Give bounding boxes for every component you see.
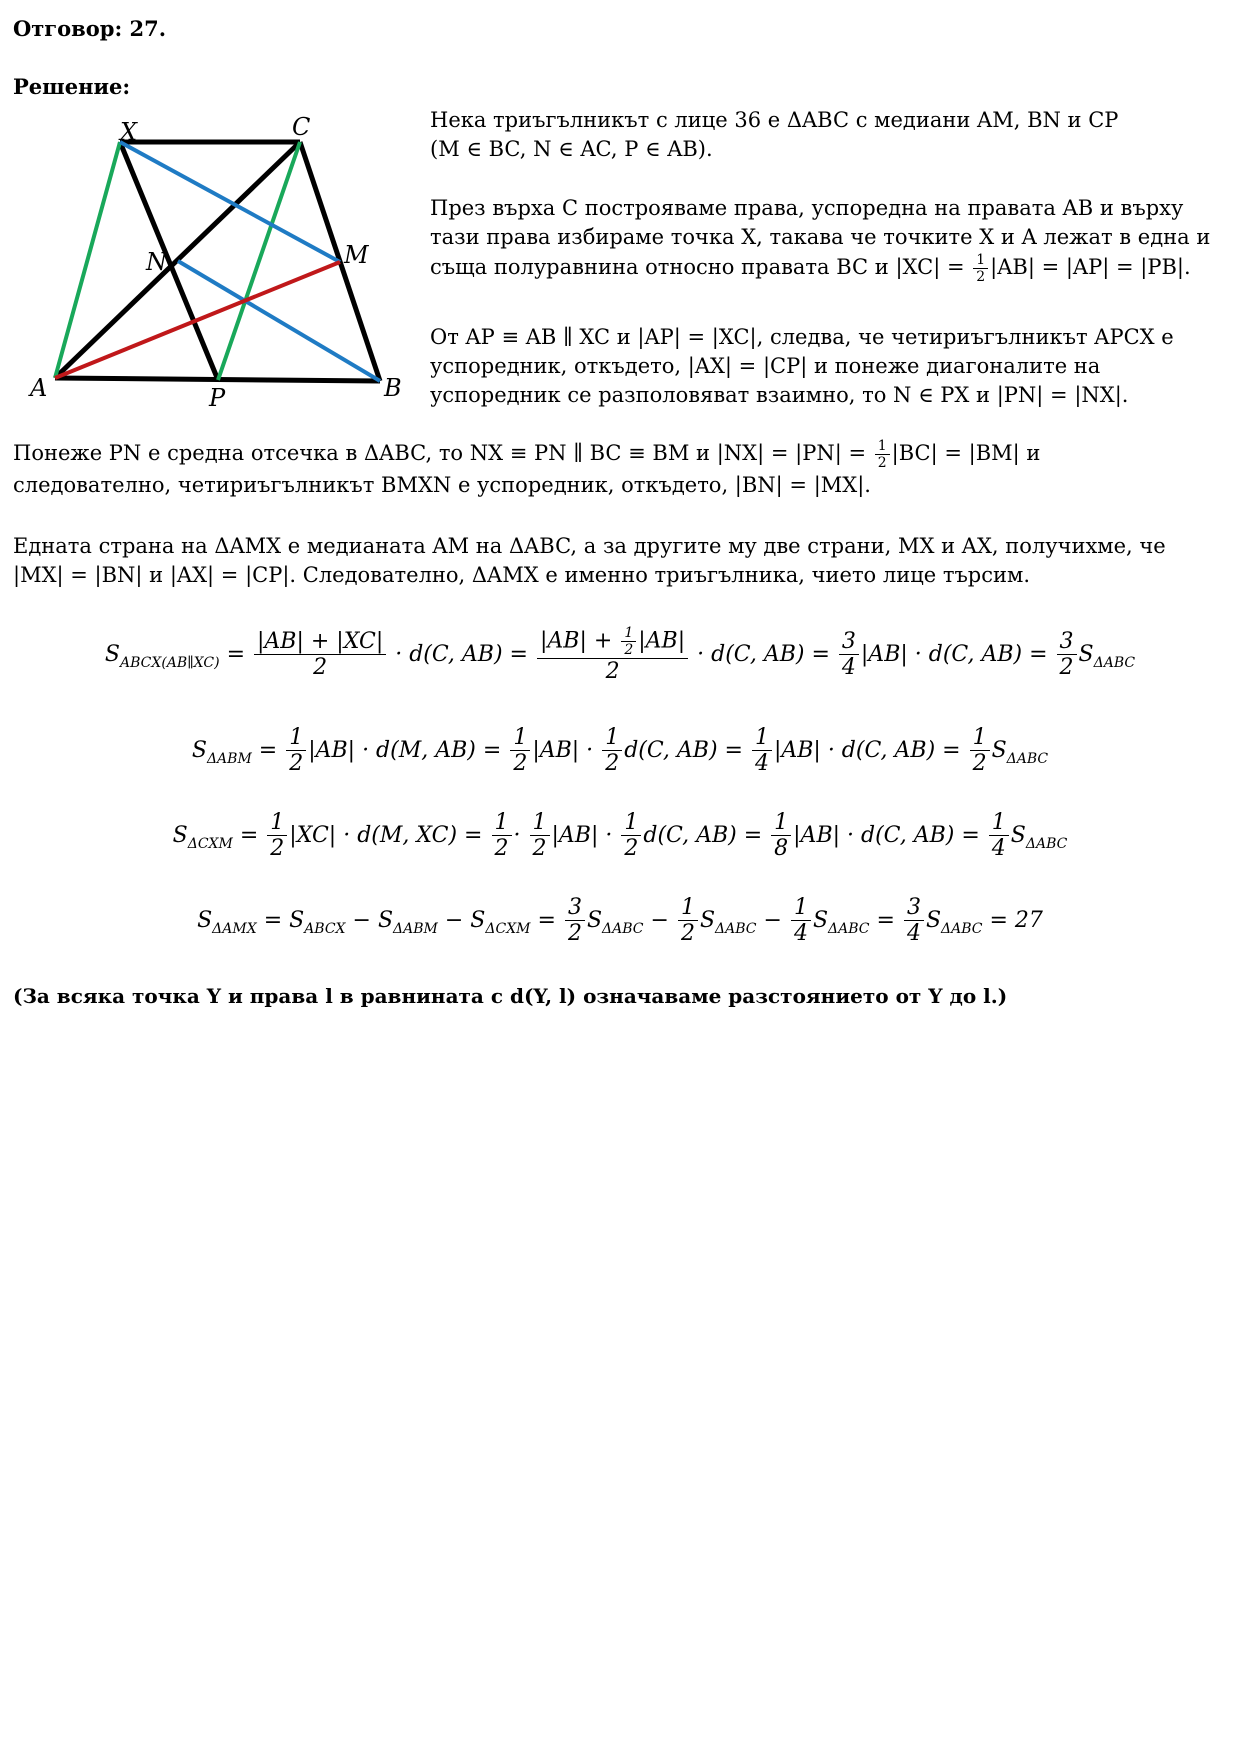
point-label-B: B [384,374,402,402]
equation-3: $S_{\Delta CXM}$ = $\frac{1}{2}$ |XC| · d(M, XC) = $\frac{1}{2}$ · $\frac{1}{2}$ |AB| · $\frac{1}{2}$ d(C, AB) = $\frac{1}{8}$ |AB| · d(C, AB) = $\frac{1}{4}$ $S_{\Delta ABC}$ [172,810,1068,862]
point-label-X: X [120,118,138,146]
parallelogram-line-1: От AP ≡ AB ∥ XC и |AP| = |XC|, следва, че четириъгълникът APCX е [430,325,1174,349]
footnote: (За всяка точка Y и права l в равнината с d(Y, l) означаваме разстоянието от Y до l.) [13,984,1008,1008]
parallelogram-line-2: успоредник, откъдето, |AX| = |CP| и понеже диагоналите на [430,354,1101,378]
paragraph-parallelogram [430,323,1230,410]
construction-line-3a: съща полуравнина относно правата BC и |XC| = [430,255,972,280]
midline-line-1b: |BC| = |BM| и [891,441,1041,466]
segment-AX [55,142,120,378]
equation-2: $S_{\Delta ABM}$ = $\frac{1}{2}$ |AB| · d(M, AB) = $\frac{1}{2}$ |AB| · $\frac{1}{2}$ d(C, AB) = $\frac{1}{4}$ |AB| · d(C, AB) = $\frac{1}{2}$ $S_{\Delta ABC}$ [191,725,1049,777]
parallelogram-line-3: успоредник се разполовяват взаимно, то N ∈ PX и |PN| = |NX|. [430,383,1129,407]
equation-4: $S_{\Delta AMX} = S_{ABCX} - S_{\Delta ABM} - S_{\Delta CXM}$ = $\frac{3}{2}$ $S_{\Delta ABC}$ − $\frac{1}{2}$ $S_{\Delta ABC}$ − $\frac{1}{4}$ $S_{\Delta ABC}$ = $\frac{3}{4}$ $S_{\Delta ABC} = 27$ [197,895,1043,947]
midline-line-2: следователно, четириъгълникът BMXN е успоредник, откъдето, |BN| = |MX|. [13,473,871,498]
conclusion-line-1: Едната страна на ΔAMX е медианата AM на ΔABC, а за другите му две страни, MX и AX, получихме, че [13,534,1166,558]
eq1-frac-4: $\frac{3}{2}$ [1057,629,1077,681]
segment-AC [55,142,300,378]
point-label-C: C [292,113,311,141]
fraction-half-2: $\frac{1}{2}$ [875,438,890,471]
intro-line-2: (M ∈ BC, N ∈ AC, P ∈ AB). [430,137,713,161]
construction-line-1: През върха C построяваме права, успоредна на правата AB и върху [430,196,1184,220]
paragraph-intro [430,106,1230,164]
equation-1: $S_{ABCX(AB\parallel XC)}$ = $\frac{|AB| + |XC|}{2}$ · d(C, AB) = |AB| + $\frac{1}{2}$ |AB| 2 · d(C, AB) = $\frac{3}{4}$ |AB| · d(C, AB) = $\frac{3}{2}$ $S_{\Delta ABC}$ [104,625,1136,685]
segment-AM [55,262,340,378]
midline-line-1 [13,438,1228,471]
construction-line-2: тази права избираме точка X, такава че точките X и A лежат в една и [430,225,1211,249]
point-label-N: N [146,248,167,276]
paragraph-construction [430,194,1230,285]
construction-line-3b: |AB| = |AP| = |PB|. [990,255,1191,280]
point-label-M: M [344,241,369,269]
geometry-figure [0,95,410,415]
eq1-frac-2: |AB| + $\frac{1}{2}$ |AB| 2 [537,625,688,684]
point-label-P: P [209,384,226,412]
solution-heading: Решение: [13,74,131,99]
eq1-frac-3: $\frac{3}{4}$ [839,629,859,681]
answer-heading: Отговор: 27. [13,16,167,41]
midline-line-1a: Понеже PN е средна отсечка в ΔABC, то NX ≡ PN ∥ BC ≡ BM и |NX| = |PN| = [13,441,873,466]
paragraph-conclusion [13,532,1228,590]
conclusion-line-2: |MX| = |BN| и |AX| = |CP|. Следователно, ΔAMX е именно триъгълника, чието лице търсим. [13,563,1031,587]
segment-PC [218,142,300,380]
construction-line-3 [430,252,1230,285]
point-label-A: A [30,374,48,402]
fraction-half: $\frac{1}{2}$ [973,252,988,285]
intro-line-1: Нека триъгълникът с лице 36 е ΔABC с медиани AM, BN и CP [430,108,1119,132]
paragraph-midline [13,438,1228,500]
eq1-frac-1: $\frac{|AB| + |XC|}{2}$ [254,629,386,681]
